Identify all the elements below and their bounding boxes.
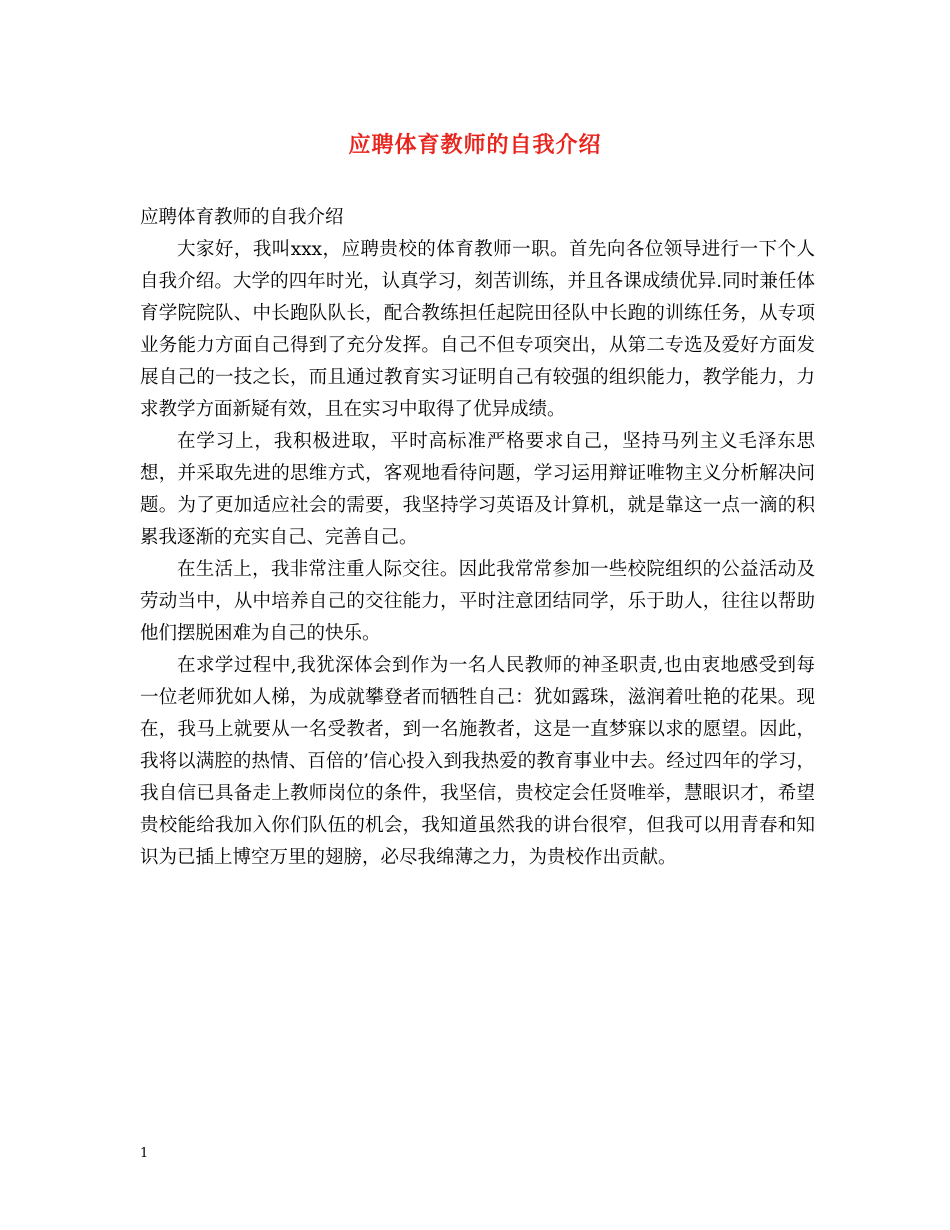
- paragraph-aspiration: 在求学过程中,我犹深体会到作为一名人民教师的神圣职责,也由衷地感受到每一位老师犹如人梯，为成就攀登者而牺牲自己：犹如露珠，滋润着吐艳的花果。现在，我马上就要从一名受教者，到一名施教者，这是一直梦寐以求的愿望。因此，我将以满腔的热情、百倍的’信心投入到我热爱的教育事业中去。经过四年的学习，我自信已具备走上教师岗位的条件，我坚信，贵校定会任贤唯举，慧眼识才，希望贵校能给我加入你们队伍的机会，我知道虽然我的讲台很窄，但我可以用青春和知识为已插上博空万里的翅膀，必尽我绵薄之力，为贵校作出贡献。: [140, 655, 815, 868]
- document-title: 应聘体育教师的自我介绍: [348, 132, 602, 158]
- paragraph-life: 在生活上，我非常注重人际交往。因此我常常参加一些校院组织的公益活动及劳动当中，从中培养自己的交往能力，平时注意团结同学，乐于助人，往往以帮助他们摆脱困难为自己的快乐。: [140, 559, 815, 644]
- document-body: [140, 202, 815, 874]
- paragraph-introduction: 大家好，我叫xxx，应聘贵校的体育教师一职。首先向各位领导进行一下个人自我介绍。大学的四年时光，认真学习，刻苦训练，并且各课成绩优异.同时兼任体育学院院队、中长跑队队长，配合教练担任起院田径队中长跑的训练任务，从专项业务能力方面自己得到了充分发挥。自己不但专项突出，从第二专选及爱好方面发展自己的一技之长，而且通过教育实习证明自己有较强的组织能力，教学能力，力求教学方面新疑有效，且在实习中取得了优异成绩。: [140, 239, 815, 420]
- paragraph-study: 在学习上，我积极进取，平时高标准严格要求自己，坚持马列主义毛泽东思想，并采取先进的思维方式，客观地看待问题，学习运用辩证唯物主义分析解决问题。为了更加适应社会的需要，我坚持学习英语及计算机，就是靠这一点一滴的积累我逐渐的充实自己、完善自己。: [140, 431, 815, 548]
- page-number: 1: [140, 1146, 149, 1161]
- document-subtitle: 应聘体育教师的自我介绍: [140, 207, 344, 228]
